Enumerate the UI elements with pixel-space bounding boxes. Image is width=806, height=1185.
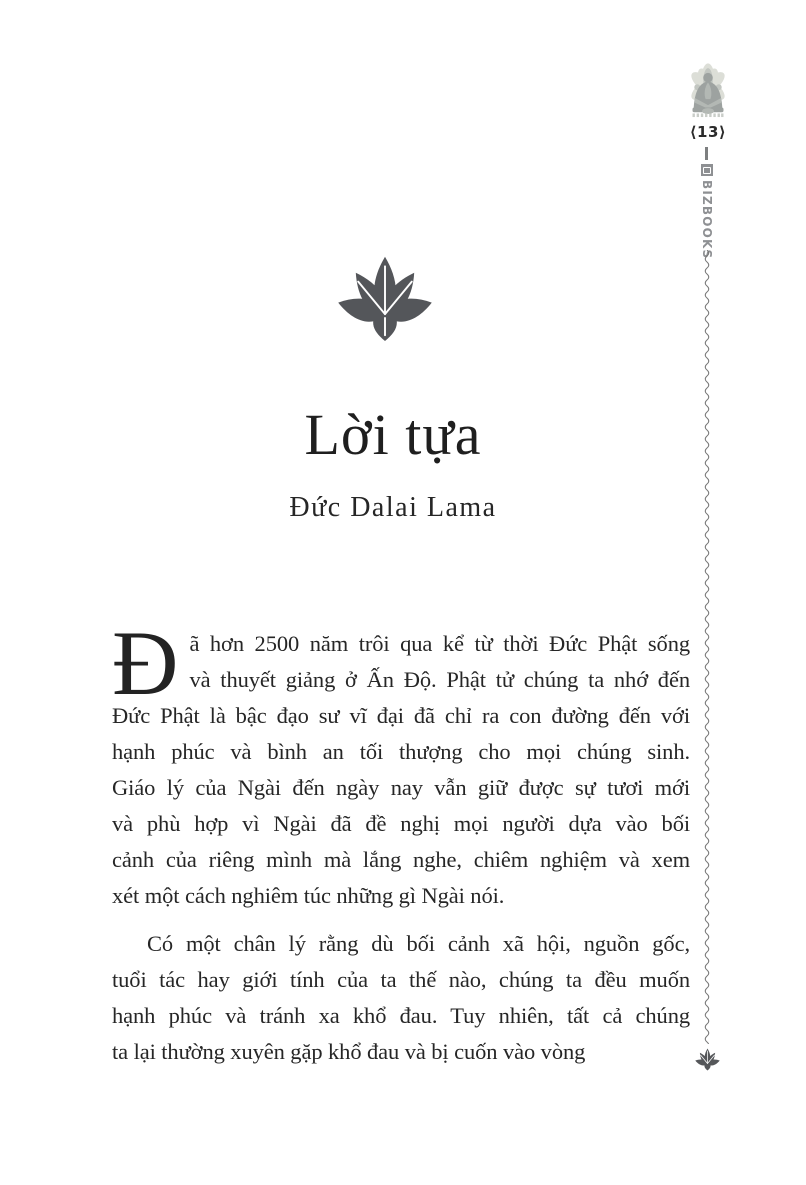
buddha-meditation-icon <box>678 61 738 123</box>
brand-dash <box>705 147 708 160</box>
text-line: Có một chân lý rằng dù bối cảnh xã hội, nguồn gốc, <box>147 931 690 956</box>
author-subtitle: Đức Dalai Lama <box>289 492 497 523</box>
paragraph-1 <box>112 612 690 914</box>
text-line: Đức Phật là bậc đạo sư vĩ đại đã chỉ ra con đường đến với <box>112 703 690 728</box>
text-line: cảnh của riêng mình mà lắng nghe, chiêm nghiệm và xem <box>112 847 690 872</box>
text-line: hạnh phúc và tránh xa khổ đau. Tuy nhiên, tất cả chúng <box>112 1003 690 1028</box>
brand-name: BIZBOOKS <box>700 180 714 260</box>
dropcap: Đ <box>112 612 179 714</box>
page-number: ⟨13⟩ <box>689 123 727 141</box>
body-text <box>112 612 690 1070</box>
bizbooks-logo-square <box>701 164 713 176</box>
text-line: xét một cách nghiêm túc những gì Ngài nói. <box>112 883 505 908</box>
lotus-icon <box>318 244 452 346</box>
text-line: Giáo lý của Ngài đến ngày nay vẫn giữ được sự tươi mới <box>112 775 690 800</box>
text-line: và thuyết giảng ở Ấn Độ. Phật tử chúng ta nhớ đến <box>189 667 690 692</box>
paragraph-2 <box>112 926 690 1070</box>
squiggle-divider-line <box>702 250 712 1044</box>
text-line: hạnh phúc và bình an tối thượng cho mọi chúng sinh. <box>112 739 690 764</box>
lotus-icon <box>690 1045 725 1072</box>
text-line: ta lại thường xuyên gặp khổ đau và bị cuốn vào vòng <box>112 1039 586 1064</box>
text-line: và phù hợp vì Ngài đã đề nghị mọi người dựa vào bối <box>112 811 690 836</box>
text-line: tuổi tác hay giới tính của ta thế nào, chúng ta đều muốn <box>112 967 690 992</box>
text-line: ã hơn 2500 năm trôi qua kể từ thời Đức Phật sống <box>189 631 690 656</box>
page-title: Lời tựa <box>304 402 482 467</box>
